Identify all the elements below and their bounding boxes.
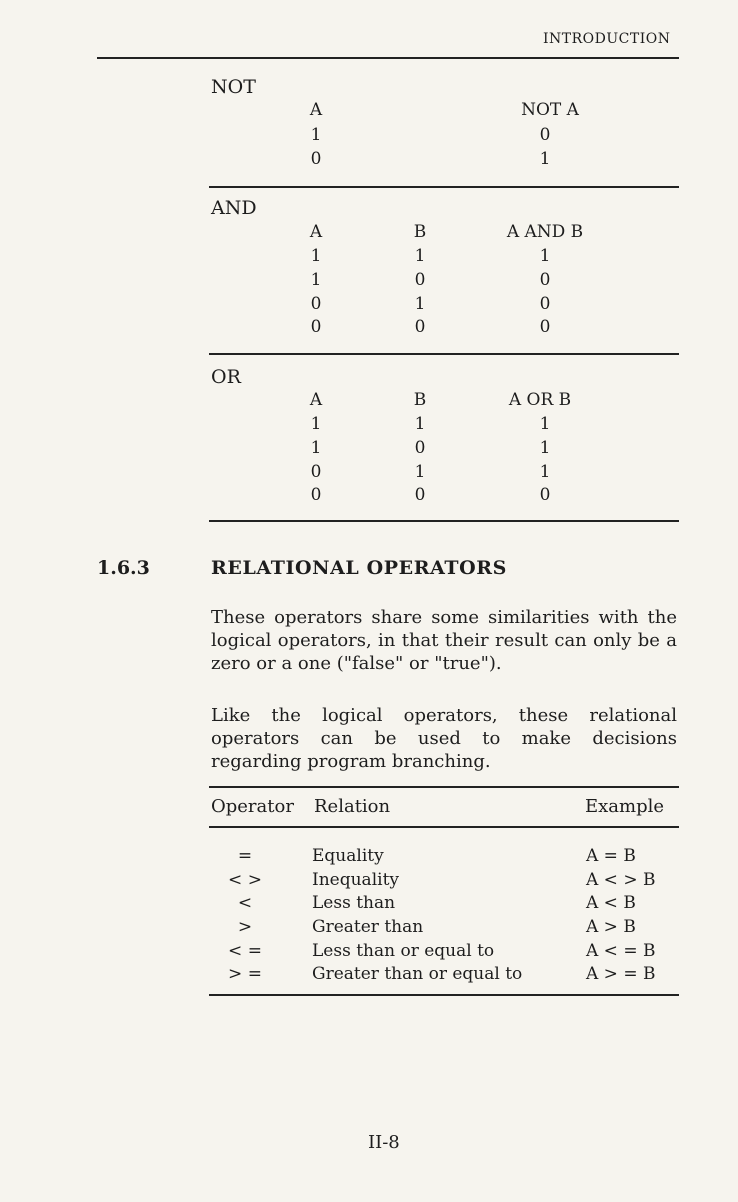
and-row3-result: 0 xyxy=(539,294,551,314)
operator-table-top-rule xyxy=(209,786,679,788)
or-header-a: A xyxy=(309,390,323,410)
and-header-b: B xyxy=(413,222,427,242)
and-header-result: A AND B xyxy=(506,222,584,242)
and-table-title: AND xyxy=(211,197,257,219)
not-table-rule xyxy=(209,186,679,188)
or-row1-result: 1 xyxy=(539,414,551,434)
row6-operator: > = xyxy=(228,964,262,984)
or-row1-a: 1 xyxy=(310,414,322,434)
and-row3-a: 0 xyxy=(310,294,322,314)
row2-operator: < > xyxy=(228,870,262,890)
or-row1-b: 1 xyxy=(414,414,426,434)
or-row2-a: 1 xyxy=(310,438,322,458)
not-header-nota: NOT A xyxy=(521,100,579,120)
section-title: RELATIONAL OPERATORS xyxy=(211,557,508,579)
paragraph-1: These operators share some similarities with the logical operators, in that their result can only be a zero or a one ("false" or "true"). xyxy=(211,607,677,674)
header-rule xyxy=(97,57,679,59)
and-row2-b: 0 xyxy=(414,270,426,290)
row3-example: A < B xyxy=(586,893,636,913)
or-header-result: A OR B xyxy=(508,390,572,410)
not-table-title: NOT xyxy=(211,76,256,98)
and-row1-a: 1 xyxy=(310,246,322,266)
or-row3-b: 1 xyxy=(414,462,426,482)
or-row2-b: 0 xyxy=(414,438,426,458)
not-row1-a: 1 xyxy=(310,125,322,145)
row1-relation: Equality xyxy=(312,846,384,866)
not-row1-result: 0 xyxy=(539,125,551,145)
or-row2-result: 1 xyxy=(539,438,551,458)
section-number: 1.6.3 xyxy=(97,557,150,579)
and-row1-b: 1 xyxy=(414,246,426,266)
or-row4-a: 0 xyxy=(310,485,322,505)
paragraph-2: Like the logical operators, these relational operators can be used to make decisions regarding program branching. xyxy=(211,705,677,772)
row3-relation: Less than xyxy=(312,893,396,913)
row5-operator: < = xyxy=(228,941,262,961)
and-row4-b: 0 xyxy=(414,317,426,337)
or-row4-b: 0 xyxy=(414,485,426,505)
and-row3-b: 1 xyxy=(414,294,426,314)
and-header-a: A xyxy=(309,222,323,242)
and-row4-result: 0 xyxy=(539,317,551,337)
or-row4-result: 0 xyxy=(539,485,551,505)
and-row2-result: 0 xyxy=(539,270,551,290)
or-table-rule xyxy=(209,520,679,522)
and-row1-result: 1 xyxy=(539,246,551,266)
row1-operator: = xyxy=(237,846,253,866)
or-row3-a: 0 xyxy=(310,462,322,482)
and-row4-a: 0 xyxy=(310,317,322,337)
operator-header: Operator xyxy=(211,796,294,817)
not-row2-a: 0 xyxy=(310,149,322,169)
not-header-a: A xyxy=(309,100,323,120)
and-row2-a: 1 xyxy=(310,270,322,290)
row3-operator: < xyxy=(237,893,253,913)
row2-example: A < > B xyxy=(586,870,656,890)
row1-example: A = B xyxy=(586,846,636,866)
example-header: Example xyxy=(585,796,665,817)
row4-example: A > B xyxy=(586,917,636,937)
and-table-rule xyxy=(209,353,679,355)
row5-relation: Less than or equal to xyxy=(312,941,495,961)
row6-relation: Greater than or equal to xyxy=(312,964,523,984)
not-row2-result: 1 xyxy=(539,149,551,169)
row5-example: A < = B xyxy=(586,941,656,961)
row6-example: A > = B xyxy=(586,964,656,984)
row4-operator: > xyxy=(237,917,253,937)
row2-relation: Inequality xyxy=(312,870,400,890)
operator-table-header-rule xyxy=(209,826,679,828)
row4-relation: Greater than xyxy=(312,917,424,937)
relation-header: Relation xyxy=(314,796,391,817)
or-row3-result: 1 xyxy=(539,462,551,482)
operator-table-bottom-rule xyxy=(209,994,679,996)
page-number: II-8 xyxy=(368,1132,400,1153)
or-table-title: OR xyxy=(211,366,241,388)
or-header-b: B xyxy=(413,390,427,410)
running-head: INTRODUCTION xyxy=(543,31,671,47)
